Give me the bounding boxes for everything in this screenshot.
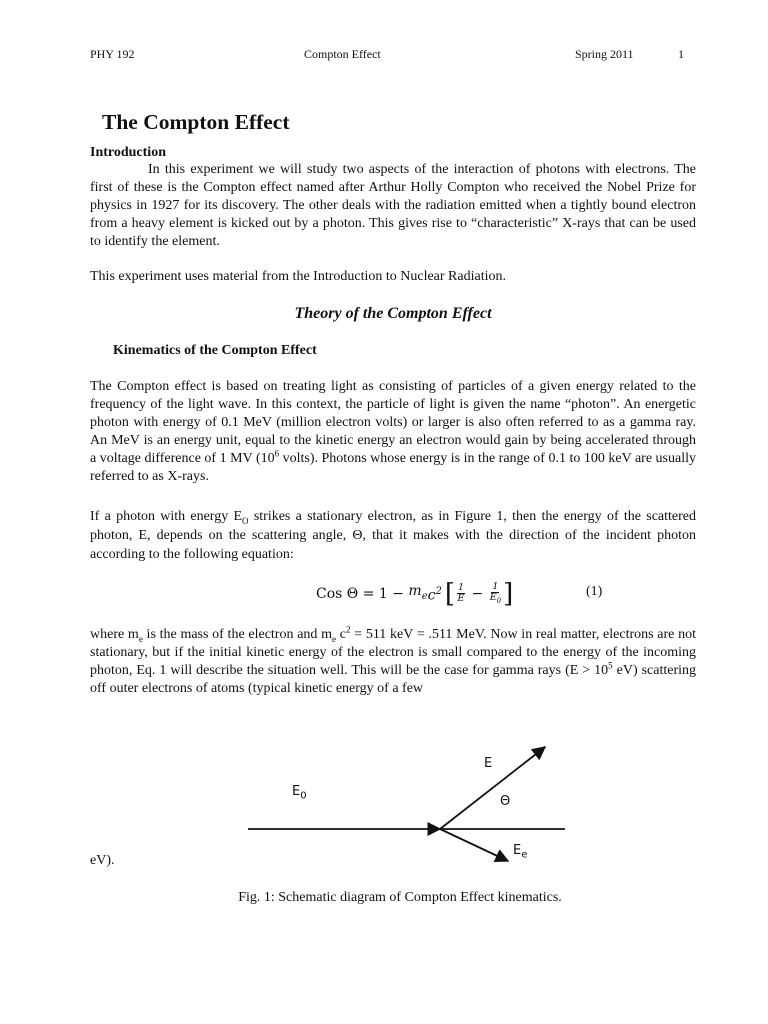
- equation-minus: −: [467, 585, 488, 602]
- theory-paragraph-2: [90, 507, 696, 564]
- figure-caption: Fig. 1: Schematic diagram of Compton Effect kinematics.: [238, 890, 562, 905]
- equation-number: (1): [586, 584, 603, 599]
- theory-p1-text-a: The Compton effect is based on treating light as consisting of particles of a given energy related to the frequency of the light wave. In this context, the particle of light is given the name “photon”. An energetic photon with energy of 0.1 MeV (million electron volts) or larger is also often referred to as a gamma ray. An MeV is an energy unit, equal to the kinetic energy an electron would gain by being accelerated through a voltage difference of 1 MV (10: [90, 379, 696, 466]
- equation-close-bracket: ]: [503, 578, 514, 609]
- theory-paragraph-3: where $m_e$ is the mass of the electron and $m_e$ $c^2 = 511$ keV = .511 MeV. Now in real matter, electrons are not stationary, but if the initial kinetic energy of the electron is small compared to the energy of the incoming photon, Eq. 1 will describe the situation well. This will be the case for gamma rays ($E > 10^5$ eV) scattering off outer electrons of atoms (typical kinetic energy of a few: [90, 624, 697, 696]
- equation-fraction-2: $\frac{1}{E_0}$: [489, 580, 502, 605]
- label-scattered-energy: E: [484, 756, 493, 771]
- label-electron-energy: $E_e$: [513, 843, 528, 861]
- theory-p2-text-b: strikes a stationary electron, as in Figure 1, then the energy of the scattered photon, E, depends on the scattering angle, Θ, that it makes with the direction of the incident photon according to the following equation:: [90, 509, 696, 562]
- theory-p2-text-a: If a photon with energy E: [90, 509, 243, 524]
- recoil-electron-line: [440, 829, 508, 861]
- label-incident-energy: $E_0$: [292, 784, 307, 802]
- equation-fraction-1: $\frac{1}{E}$: [457, 582, 465, 605]
- document-title: The Compton Effect: [102, 110, 290, 134]
- compton-equation: [316, 575, 513, 613]
- introduction-heading: Introduction: [90, 145, 166, 160]
- theory-p1-exponent: 6: [274, 448, 280, 459]
- equation-lhs: Cos Θ = 1 −: [316, 585, 409, 602]
- equation-open-bracket: [: [444, 578, 455, 609]
- paragraph-tail: eV).: [90, 853, 115, 868]
- equation-mass: $m_e$: [408, 583, 428, 602]
- header-term: Spring 2011: [575, 47, 634, 61]
- header-topic: Compton Effect: [304, 47, 381, 61]
- introduction-paragraph-2: This experiment uses material from the Introduction to Nuclear Radiation.: [90, 269, 506, 284]
- theory-p2-subscript: O: [242, 515, 249, 526]
- scattered-photon-line: [440, 747, 545, 829]
- equation-c-squared: $c^2$: [427, 586, 442, 604]
- compton-kinematics-diagram: [240, 735, 580, 875]
- kinematics-subheading: Kinematics of the Compton Effect: [113, 343, 317, 358]
- label-scattering-angle: Θ: [500, 794, 511, 809]
- introduction-paragraph-1: In this experiment we will study two aspects of the interaction of photons with electrons. The first of these is the Compton effect named after Arthur Holly Compton who received the Nobel Prize for physics in 1927 for its discovery. The other deals with the radiation emitted when a tightly bound electron from a heavy element is kicked out by a photon. This gives rise to “characteristic” X-rays that can be used to identify the element.: [90, 162, 696, 249]
- header-page-number: 1: [678, 47, 684, 61]
- theory-paragraph-1: [90, 378, 696, 486]
- theory-heading: Theory of the Compton Effect: [294, 305, 492, 322]
- header-course: PHY 192: [90, 47, 135, 61]
- theory-p1-text-b: volts). Photons whose energy is in the range of 0.1 to 100 keV are usually referred to as X-rays.: [90, 451, 696, 484]
